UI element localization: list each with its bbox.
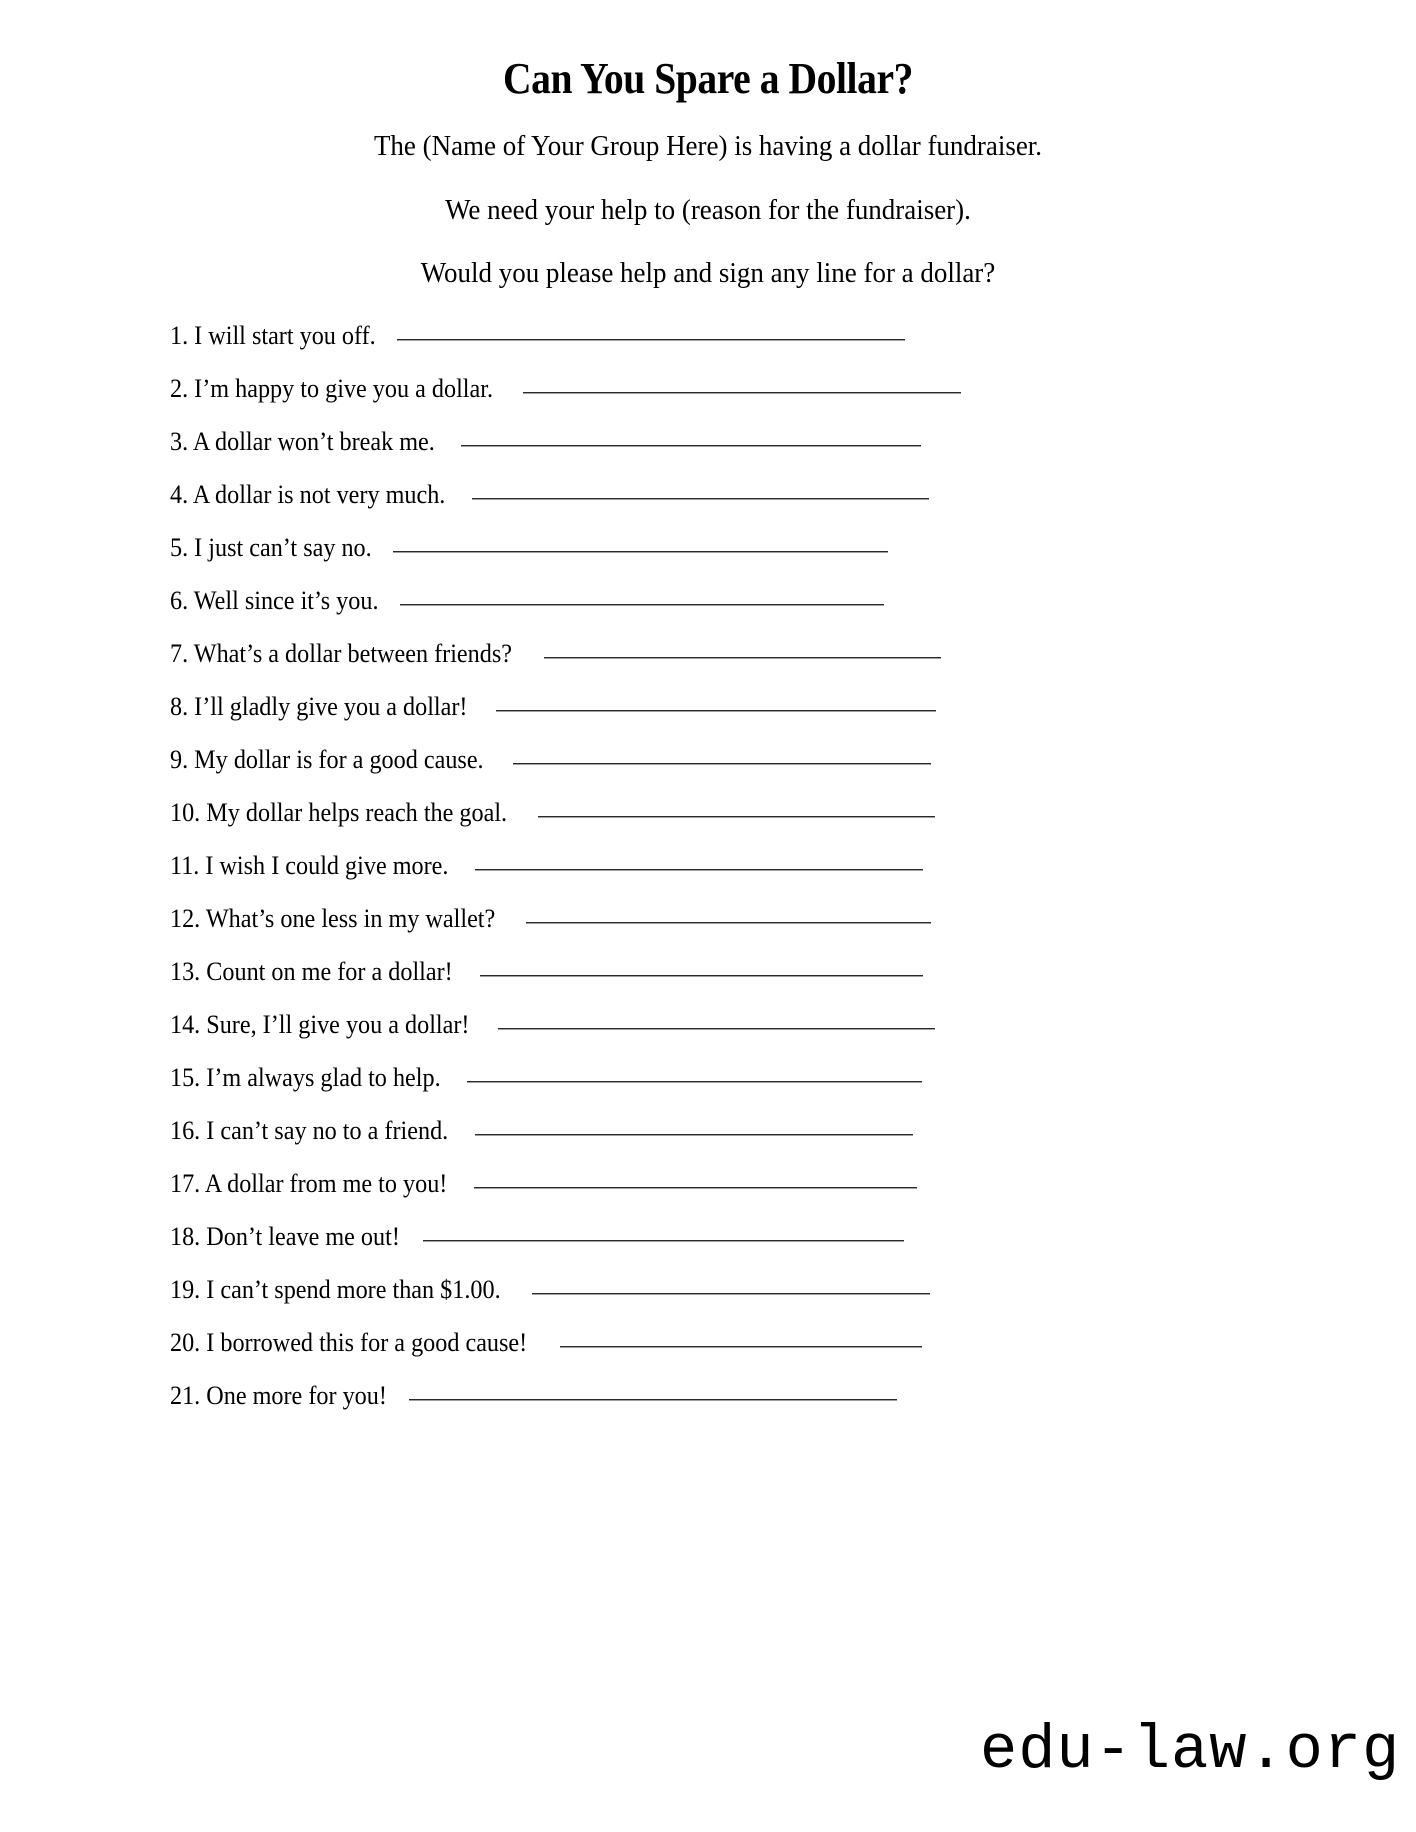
signature-row-label: 14. Sure, I’ll give you a dollar! [170, 1010, 470, 1039]
signature-line[interactable] [532, 1293, 930, 1294]
signature-row [170, 1382, 1170, 1435]
signature-row [170, 322, 1170, 375]
subtitle-group-line: The (Name of Your Group Here) is having a dollar fundraiser. [373, 130, 1043, 162]
signature-row-label: 5. I just can’t say no. [170, 533, 372, 562]
signature-row [170, 958, 1170, 1011]
signature-row-label: 7. What’s a dollar between friends? [170, 639, 512, 668]
signature-row [170, 799, 1170, 852]
signature-row-label: 21. One more for you! [170, 1381, 387, 1410]
signature-row-label: 19. I can’t spend more than $1.00. [170, 1275, 501, 1304]
signature-row [170, 428, 1170, 481]
signature-row [170, 481, 1170, 534]
signature-row [170, 1276, 1170, 1329]
signature-line[interactable] [409, 1399, 897, 1400]
signature-row-label: 17. A dollar from me to you! [170, 1169, 448, 1198]
signature-row-label: 9. My dollar is for a good cause. [170, 745, 484, 774]
signature-line[interactable] [538, 816, 935, 817]
signature-line[interactable] [560, 1346, 922, 1347]
signature-line[interactable] [498, 1028, 935, 1029]
signature-row-label: 3. A dollar won’t break me. [170, 427, 435, 456]
signature-line[interactable] [544, 657, 941, 658]
signature-row [170, 587, 1170, 640]
subtitle-reason-line: We need your help to (reason for the fundraiser). [445, 194, 971, 226]
signature-row [170, 1329, 1170, 1382]
signature-line[interactable] [461, 445, 921, 446]
signature-line[interactable] [474, 1187, 917, 1188]
signature-line[interactable] [472, 498, 929, 499]
signature-row [170, 1170, 1170, 1223]
signature-line[interactable] [397, 339, 905, 340]
subtitle-request-line: Would you please help and sign any line for a dollar? [420, 257, 996, 289]
signature-line[interactable] [523, 392, 961, 393]
signature-row [170, 746, 1170, 799]
signature-line[interactable] [423, 1240, 904, 1241]
signature-line[interactable] [475, 869, 923, 870]
site-watermark: edu-law.org [980, 1715, 1401, 1786]
signature-row-label: 20. I borrowed this for a good cause! [170, 1328, 528, 1357]
signature-row [170, 640, 1170, 693]
signature-row [170, 375, 1170, 428]
signature-row [170, 1117, 1170, 1170]
signature-row [170, 1064, 1170, 1117]
signature-line[interactable] [400, 604, 884, 605]
signature-row-label: 18. Don’t leave me out! [170, 1222, 400, 1251]
signature-line[interactable] [496, 710, 936, 711]
signature-line[interactable] [467, 1081, 922, 1082]
signature-line[interactable] [393, 551, 888, 552]
signature-row-label: 10. My dollar helps reach the goal. [170, 798, 508, 827]
signature-row [170, 1011, 1170, 1064]
signature-line[interactable] [480, 975, 923, 976]
signature-list [170, 322, 1170, 1435]
signature-row [170, 905, 1170, 958]
signature-row-label: 6. Well since it’s you. [170, 586, 379, 615]
signature-row-label: 15. I’m always glad to help. [170, 1063, 441, 1092]
signature-row-label: 8. I’ll gladly give you a dollar! [170, 692, 468, 721]
signature-row-label: 4. A dollar is not very much. [170, 480, 446, 509]
signature-line[interactable] [475, 1134, 913, 1135]
signature-line[interactable] [513, 763, 931, 764]
signature-row-label: 11. I wish I could give more. [170, 851, 449, 880]
signature-line[interactable] [526, 922, 931, 923]
signature-row [170, 852, 1170, 905]
signature-row-label: 1. I will start you off. [170, 321, 376, 350]
signature-row-label: 2. I’m happy to give you a dollar. [170, 374, 494, 403]
signature-row-label: 13. Count on me for a dollar! [170, 957, 453, 986]
signature-row [170, 1223, 1170, 1276]
signature-row [170, 534, 1170, 587]
signature-row [170, 693, 1170, 746]
page-title: Can You Spare a Dollar? [503, 54, 913, 104]
signature-row-label: 16. I can’t say no to a friend. [170, 1116, 449, 1145]
signature-row-label: 12. What’s one less in my wallet? [170, 904, 496, 933]
